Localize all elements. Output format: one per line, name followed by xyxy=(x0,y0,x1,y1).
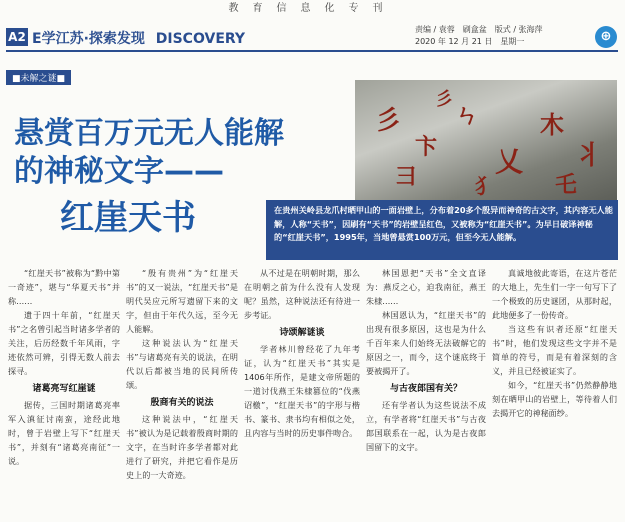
cliff-glyph: 卞 xyxy=(415,134,438,160)
paragraph: 如今，“红崖天书”仍然静静地刻在晒甲山的岩壁上，等待着人们去揭开它的神秘面纱。 xyxy=(492,380,617,418)
headline xyxy=(14,115,344,191)
cliff-glyph: 彐 xyxy=(395,164,418,190)
paragraph: 林国恩把“天书”全文直译为：燕反之心，迫我南征，燕王朱棣…… xyxy=(366,268,486,306)
paragraph: 据传，三国时期诸葛亮率军入滇征讨南蛮，途经此地时，曾于岩壁上写下“红崖天书”，并刻有“诸葛亮南征”一说。 xyxy=(8,400,120,466)
header-divider xyxy=(6,50,618,52)
cliff-glyph: 乂 xyxy=(495,145,524,178)
section-title-en: DISCOVERY xyxy=(155,31,246,47)
paragraph: 遗于四十年前，“红崖天书”之名曾引起当时诸多学者的关注，后历经数千年风雨，字迹依然可辨，引得无数人前去探寻。 xyxy=(8,310,120,376)
headline-line-2: 的神秘文字—— xyxy=(14,154,224,189)
article-column-1 xyxy=(8,266,120,522)
subheading: 与古夜郎国有关？ xyxy=(389,384,462,394)
paragraph: 当这些有识者还原“红崖天书”时，他们发现这些文字并不是简单的符号，而是有着深刻的含义，并且已经被证实了。 xyxy=(492,324,617,376)
cliff-glyph: 木 xyxy=(540,110,564,139)
paragraph: 还有学者认为这些说法不成立，有学者将“红崖天书”与古夜郎国联系在一起，认为是古夜郎国留下的文字。 xyxy=(366,400,486,452)
paragraph: 学者林川曾经花了九年考证，认为“红崖天书”其实是1406年所作，是建文帝所题的一道讨伐燕王朱棣篡位的“伐燕诏檄”，“红崖天书”的字形与楷书、篆书、隶书均有相似之处，且内容与当时的历史事件吻合。 xyxy=(244,344,360,438)
summary-banner xyxy=(266,200,618,260)
article-column-5 xyxy=(492,266,617,522)
page-header xyxy=(0,18,625,50)
subheading: 诗颂解谜谈 xyxy=(279,328,325,338)
publish-date: 2020 年 12 月 21 日 星期一 xyxy=(415,37,525,46)
editor-credits: 责编 / 袁蓉 刷盒盆 版式 / 张海萍 xyxy=(415,25,543,34)
column-label: ■未解之谜■ xyxy=(6,70,71,85)
cliff-glyph: 彡 xyxy=(375,106,402,136)
section-title-cn: E学江苏·探索发现 xyxy=(32,31,145,47)
publication-logo-icon: ⊕ xyxy=(595,26,617,48)
paragraph: 从不过是在明朝时期，那么在明朝之前为什么没有人发现呢？虽然，这种说法还有待进一步考证。 xyxy=(244,268,360,320)
paragraph: “殷有贵州”为“红崖天书”的又一说法，“红崖天书”是明代吴应元所写遗留下来的文字，但由于年代久远，至今无人能解。 xyxy=(126,268,238,334)
headline-line-1: 悬赏百万元无人能解 xyxy=(14,116,284,151)
subheading: 殷商有关的说法 xyxy=(150,398,214,408)
cliff-glyph: 犭 xyxy=(475,174,495,198)
paragraph: 林国恩认为，“红崖天书”的出现有很多原因，这也是为什么千百年来人们始终无法破解它的原因之一，而今，这个谜底终于要被揭开了。 xyxy=(366,310,486,376)
summary-text: 在贵州关岭县龙爪村晒甲山的一面岩壁上，分布着20多个殷异而神奇的古文字，其内容无人能解，人称“天书”，因刷有“天书”的岩壁呈红色，又被称为“红崖天书”。为早日破译神秘的“红崖天书”，1995年，当地曾悬赏100万元，但至今无人能解。 xyxy=(274,205,613,243)
paragraph: “红崖天书”被称为“黔中第一奇迹”，堪与“华夏天书”并称…… xyxy=(8,268,120,306)
red-cliff-photo xyxy=(355,80,617,205)
masthead-meta xyxy=(415,24,585,48)
article-column-2 xyxy=(126,266,238,522)
cliff-glyph: 彡 xyxy=(435,89,453,110)
paragraph: 真诚地彼此寄语，在这片苍茫的大地上，先生们一字一句写下了一个极致的历史谜团，从那时起，此地便多了一份传奇。 xyxy=(492,268,617,320)
article-column-3 xyxy=(244,266,360,522)
cliff-glyph: ㄣ xyxy=(455,100,479,129)
article-column-4 xyxy=(366,266,486,522)
paragraph: 这种说法中，“红崖天书”被认为是记载着殷商时期的文字，在当时许多学者都对此进行了研究，并把它看作是历史上的一大奇迹。 xyxy=(126,414,238,480)
section-title xyxy=(32,28,245,48)
page-number: A2 xyxy=(6,28,28,46)
paragraph: 这种说法认为“红崖天书”与诸葛亮有关的说法，在明代以后都被当地的民间所传颂。 xyxy=(126,338,238,390)
cliff-glyph: 丬 xyxy=(575,141,602,171)
subheading: 诸葛亮写红崖谜 xyxy=(32,384,96,394)
cliff-glyph: 乇 xyxy=(555,172,578,198)
top-banner: 教育信息化专刊 xyxy=(228,3,397,14)
headline-subtitle: 红崖天书 xyxy=(60,198,196,238)
